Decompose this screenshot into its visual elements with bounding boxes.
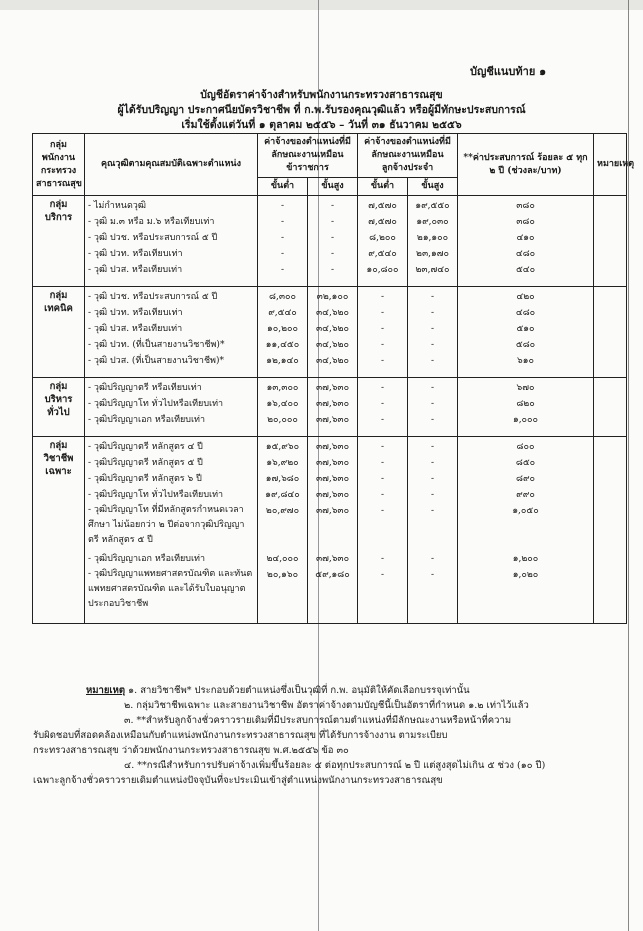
experience-pay: ๘๐๐ <box>516 442 535 452</box>
civil-max-wage: ๓๗,๖๓๐ <box>315 415 350 425</box>
perm-max-wage-cell <box>408 378 458 437</box>
experience-pay: ๔๒๐ <box>516 292 535 302</box>
experience-pay: ๕๘๐ <box>515 340 536 350</box>
civil-min-wage: ๑๗,๖๘๐ <box>265 474 300 484</box>
perm-min-wage-cell <box>358 196 408 287</box>
perm-max-wage: - <box>430 506 435 516</box>
annex-label: บัญชีแนบท้าย ๑ <box>470 65 547 78</box>
perm-max-wage: - <box>430 554 435 564</box>
qualification-cell <box>85 437 258 624</box>
perm-min-wage-cell <box>358 287 408 378</box>
group-name: กลุ่มเทคนิค <box>33 287 85 378</box>
remark-cell <box>594 196 627 287</box>
perm-min-wage-cell <box>358 378 408 437</box>
civil-min-wage-cell <box>258 196 308 287</box>
experience-pay: ๑,๐๒๐ <box>512 570 539 580</box>
civil-min-wage-cell <box>258 287 308 378</box>
qualification-item: - วุฒิ ปวท. (ที่เป็นสายงานวิชาชีพ)* <box>88 340 225 350</box>
group-name: กลุ่มบริหารทั่วไป <box>33 378 85 437</box>
perm-min-wage: - <box>380 415 385 425</box>
civil-max-wage-cell <box>308 287 358 378</box>
perm-min-wage: - <box>380 458 385 468</box>
civil-max-wage: ๓๔,๖๒๐ <box>316 356 349 366</box>
perm-min-wage: - <box>380 554 385 564</box>
doc-title-line1: บัญชีอัตราค่าจ้างสำหรับพนักงานกระทรวงสาธารณสุข <box>200 89 443 101</box>
qualification-item: - วุฒิปริญญาโท ทั่วไปหรือเทียบเท่า <box>88 399 224 409</box>
perm-min-wage: - <box>380 570 385 580</box>
civil-max-wage: ๓๗,๖๓๐ <box>315 474 350 484</box>
civil-min-wage-cell <box>258 378 308 437</box>
experience-pay: ๔๘๐ <box>515 308 536 318</box>
perm-max-wage: ๒๓,๗๔๐ <box>415 265 450 275</box>
experience-pay: ๑,๒๐๐ <box>512 554 539 564</box>
qualification-item: - วุฒิปริญญาตรี หลักสูตร ๖ ปี <box>88 474 202 484</box>
note-4-cont: เฉพาะลูกจ้างชั่วคราวรายเดิมตำแหน่งปัจจุบันที่จะประเมินเข้าสู่ตำแหน่งพนักงานกระทรวงสาธารณสุข <box>33 775 443 786</box>
qualification-item: - วุฒิปริญญาตรี หลักสูตร ๕ ปี <box>88 458 203 468</box>
perm-max-wage: - <box>430 570 435 580</box>
civil-min-wage: - <box>280 201 285 211</box>
perm-max-wage: - <box>430 324 435 334</box>
header-group: กลุ่มพนักงานกระทรวงสาธารณสุข <box>33 134 85 196</box>
civil-min-wage: ๑๑,๔๕๐ <box>265 340 300 350</box>
header-min: ขั้นต่ำ <box>258 178 308 196</box>
scan-edge <box>0 0 643 10</box>
qualification-item: - วุฒิปริญญาโท ที่มีหลักสูตรกำหนดเวลาศึกษา ไม่น้อยกว่า ๒ ปีต่อจากวุฒิปริญญาตรี หลักสูตร ๕ ปี <box>88 505 245 545</box>
civil-max-wage-cell <box>308 378 358 437</box>
qualification-item: - วุฒิปริญญาเอก หรือเทียบเท่า <box>88 415 206 425</box>
perm-min-wage-cell <box>358 437 408 624</box>
qualification-item: - วุฒิปริญญาแพทยศาสตรบัณฑิต และทันตแพทยศาสตรบัณฑิต และได้รับใบอนุญาตประกอบวิชาชีพ <box>88 569 253 609</box>
perm-max-wage: - <box>430 356 435 366</box>
perm-min-wage: - <box>380 442 385 452</box>
civil-max-wage: ๓๗,๖๓๐ <box>315 442 350 452</box>
experience-pay: ๓๘๐ <box>516 217 535 227</box>
civil-min-wage: ๑๕,๙๖๐ <box>265 442 300 452</box>
group-row <box>33 287 627 378</box>
civil-max-wage: ๓๗,๖๓๐ <box>315 554 350 564</box>
experience-pay-cell <box>458 287 594 378</box>
qualification-item: - วุฒิ ปวส. หรือเทียบเท่า <box>88 265 183 275</box>
perm-max-wage: - <box>430 442 435 452</box>
header-max: ขั้นสูง <box>408 178 458 196</box>
group-row <box>33 196 627 287</box>
perm-max-wage: ๑๙,๐๓๐ <box>416 217 449 227</box>
perm-max-wage: ๒๑,๑๐๐ <box>416 233 449 243</box>
perm-min-wage: ๘,๒๐๐ <box>369 233 396 243</box>
experience-pay-cell <box>458 378 594 437</box>
civil-min-wage: ๑๒,๑๔๐ <box>266 356 299 366</box>
civil-max-wage: - <box>330 201 335 211</box>
qualification-item: - วุฒิ ปวส. (ที่เป็นสายงานวิชาชีพ)* <box>88 356 225 366</box>
perm-max-wage: - <box>430 474 435 484</box>
header-civil-wage: ค่าจ้างของตำแหน่งที่มีลักษณะงานเหมือนข้าราชการ <box>258 134 358 178</box>
perm-min-wage: ๗,๕๗๐ <box>368 201 397 211</box>
note-3: ๓. **สำหรับลูกจ้างชั่วคราวรายเดิมที่มีประสบการณ์ตามตำแหน่งที่มีลักษณะงานหรือหน้าที่ความ <box>124 715 512 726</box>
perm-min-wage: - <box>380 340 385 350</box>
doc-title-line2: ผู้ได้รับปริญญา ประกาศนียบัตรวิชาชีพ ที่ ก.พ.รับรองคุณวุฒิแล้ว หรือผู้มีทักษะประสบการณ์ <box>117 104 526 116</box>
civil-min-wage: ๑๙,๘๔๐ <box>265 490 300 500</box>
header-remark: หมายเหตุ <box>594 134 627 196</box>
page-edge-line <box>628 0 629 931</box>
perm-max-wage-cell <box>408 196 458 287</box>
civil-min-wage: - <box>280 217 285 227</box>
perm-min-wage: - <box>380 292 385 302</box>
perm-max-wage: - <box>430 383 435 393</box>
perm-max-wage: - <box>430 399 435 409</box>
civil-min-wage: ๑๖,๙๒๐ <box>266 458 299 468</box>
civil-max-wage: ๓๗,๖๓๐ <box>315 506 350 516</box>
perm-min-wage: - <box>380 474 385 484</box>
civil-max-wage: ๕๙,๑๘๐ <box>315 570 350 580</box>
experience-pay: ๔๑๐ <box>516 233 535 243</box>
note-1: ๑. สายวิชาชีพ* ประกอบด้วยตำแหน่งซึ่งเป็นวุฒิที่ ก.พ. อนุมัติให้คัดเลือกบรรจุเท่านั้น <box>128 685 470 696</box>
experience-pay-cell <box>458 437 594 624</box>
civil-min-wage: ๑๖,๔๐๐ <box>266 399 299 409</box>
note-4: ๔. **กรณีสำหรับการปรับค่าจ้างเพิ่มขึ้นร้อยละ ๕ ต่อทุกประสบการณ์ ๒ ปี แต่สูงสุดไม่เกิน ๕ ช่วง (๑๐ ปี) <box>124 760 546 771</box>
remark-cell <box>594 437 627 624</box>
civil-max-wage: - <box>330 217 335 227</box>
qualification-item: - วุฒิ ปวท. หรือเทียบเท่า <box>88 308 183 318</box>
notes-section <box>33 683 628 788</box>
civil-min-wage: ๒๐,๐๐๐ <box>267 415 298 425</box>
civil-max-wage: ๓๗,๖๓๐ <box>315 399 350 409</box>
experience-pay-cell <box>458 196 594 287</box>
civil-min-wage: ๑๓,๓๐๐ <box>266 383 299 393</box>
perm-min-wage: ๑๐,๘๐๐ <box>366 265 399 275</box>
qualification-item: - วุฒิปริญญาเอก หรือเทียบเท่า <box>88 554 206 564</box>
civil-max-wage: - <box>330 265 335 275</box>
header-max: ขั้นสูง <box>308 178 358 196</box>
group-name: กลุ่มบริการ <box>33 196 85 287</box>
perm-min-wage: - <box>380 324 385 334</box>
perm-max-wage: ๒๓,๑๗๐ <box>416 249 449 259</box>
perm-max-wage: ๑๙,๕๕๐ <box>415 201 450 211</box>
civil-max-wage: - <box>330 249 335 259</box>
civil-max-wage: ๓๔,๖๒๐ <box>316 324 349 334</box>
header-min: ขั้นต่ำ <box>358 178 408 196</box>
experience-pay: ๑,๐๕๐ <box>512 506 539 516</box>
experience-pay: ๘๒๐ <box>516 399 535 409</box>
civil-max-wage-cell <box>308 196 358 287</box>
civil-min-wage: ๒๐,๙๗๐ <box>265 506 300 516</box>
civil-max-wage: ๓๗,๖๓๐ <box>315 490 350 500</box>
qualification-item: - วุฒิ ม.๓ หรือ ม.๖ หรือเทียบเท่า <box>88 217 215 227</box>
qualification-item: - วุฒิ ปวส. หรือเทียบเท่า <box>88 324 183 334</box>
remark-cell <box>594 287 627 378</box>
qualification-item: - วุฒิปริญญาโท ทั่วไปหรือเทียบเท่า <box>88 490 224 500</box>
qualification-item: - วุฒิปริญญาตรี หรือเทียบเท่า <box>88 383 202 393</box>
group-row <box>33 437 627 624</box>
experience-pay: ๘๙๐ <box>516 474 536 484</box>
perm-min-wage: ๗,๕๗๐ <box>368 217 397 227</box>
qualification-cell <box>85 287 258 378</box>
civil-min-wage: ๒๔,๐๐๐ <box>266 554 299 564</box>
civil-min-wage: - <box>280 233 285 243</box>
perm-max-wage-cell <box>408 437 458 624</box>
perm-max-wage: - <box>430 458 435 468</box>
civil-max-wage: ๓๔,๖๒๐ <box>316 340 349 350</box>
perm-min-wage: - <box>380 490 385 500</box>
perm-min-wage: - <box>380 308 385 318</box>
perm-max-wage: - <box>430 308 435 318</box>
perm-min-wage: - <box>380 399 385 409</box>
perm-max-wage: - <box>430 292 435 302</box>
civil-min-wage: ๒๐,๑๖๐ <box>266 570 299 580</box>
civil-max-wage: ๓๗,๖๓๐ <box>315 383 350 393</box>
perm-max-wage: - <box>430 340 435 350</box>
civil-max-wage: ๓๒,๑๐๐ <box>316 292 349 302</box>
civil-max-wage-cell <box>308 437 358 624</box>
notes-heading: หมายเหตุ <box>86 685 126 696</box>
experience-pay: ๖๑๐ <box>517 356 534 366</box>
qualification-item: - วุฒิปริญญาตรี หลักสูตร ๔ ปี <box>88 442 203 452</box>
civil-max-wage: ๓๔,๖๒๐ <box>316 308 349 318</box>
wage-table <box>32 133 635 624</box>
perm-max-wage: - <box>430 490 435 500</box>
header-permanent-wage: ค่าจ้างของตำแหน่งที่มีลักษณะงานเหมือนลูกจ้างประจำ <box>358 134 458 178</box>
header-qualification: คุณวุฒิตามคุณสมบัติเฉพาะตำแหน่ง <box>85 134 258 196</box>
civil-min-wage: ๑๐,๒๐๐ <box>267 324 298 334</box>
perm-min-wage: - <box>380 383 385 393</box>
experience-pay: ๔๘๐ <box>515 249 536 259</box>
remark-cell <box>594 378 627 437</box>
experience-pay: ๓๘๐ <box>516 201 535 211</box>
qualification-cell <box>85 196 258 287</box>
experience-pay: ๘๕๐ <box>515 458 536 468</box>
experience-pay: ๕๔๐ <box>515 265 536 275</box>
perm-max-wage: - <box>430 415 435 425</box>
perm-min-wage: - <box>380 356 385 366</box>
group-row <box>33 378 627 437</box>
civil-max-wage: ๓๗,๖๓๐ <box>315 458 350 468</box>
group-name: กลุ่มวิชาชีพเฉพาะ <box>33 437 85 624</box>
civil-min-wage: ๘,๓๐๐ <box>269 292 296 302</box>
civil-min-wage: ๙,๕๔๐ <box>268 308 297 318</box>
perm-min-wage: - <box>380 506 385 516</box>
header-experience: **ค่าประสบการณ์ ร้อยละ ๕ ทุก ๒ ปี (ช่วงละ/บาท) <box>458 134 594 196</box>
perm-min-wage: ๙,๕๔๐ <box>368 249 397 259</box>
experience-pay: ๖๗๐ <box>516 383 535 393</box>
experience-pay: ๙๙๐ <box>516 490 535 500</box>
doc-title-line3: เริ่มใช้ตั้งแต่วันที่ ๑ ตุลาคม ๒๕๕๖ – วันที่ ๓๑ ธันวาคม ๒๕๕๖ <box>181 119 462 131</box>
qualification-item: - ไม่กำหนดวุฒิ <box>88 201 146 211</box>
note-2: ๒. กลุ่มวิชาชีพเฉพาะ และสายงานวิชาชีพ อัตราค่าจ้างตามบัญชีนี้เป็นอัตราที่กำหนด ๑.๒ เท่าไว้แล้ว <box>124 700 529 711</box>
qualification-item: - วุฒิ ปวช. หรือประสบการณ์ ๕ ปี <box>88 233 218 243</box>
note-3-cont: รับผิดชอบที่สอดคล้องเหมือนกับตำแหน่งพนักงานกระทรวงสาธารณสุข ที่ได้รับการจ้างงาน ตามระเบียบ <box>33 730 448 741</box>
civil-min-wage-cell <box>258 437 308 624</box>
civil-min-wage: - <box>280 265 285 275</box>
qualification-item: - วุฒิ ปวช. หรือประสบการณ์ ๕ ปี <box>88 292 218 302</box>
qualification-item: - วุฒิ ปวท. หรือเทียบเท่า <box>88 249 183 259</box>
experience-pay: ๕๑๐ <box>516 324 535 334</box>
perm-max-wage-cell <box>408 287 458 378</box>
civil-max-wage: - <box>330 233 335 243</box>
qualification-cell <box>85 378 258 437</box>
civil-min-wage: - <box>280 249 285 259</box>
experience-pay: ๑,๐๐๐ <box>512 415 539 425</box>
note-3-cont: กระทรวงสาธารณสุข ว่าด้วยพนักงานกระทรวงสาธารณสุข พ.ศ.๒๕๕๖ ข้อ ๓๐ <box>33 745 349 756</box>
